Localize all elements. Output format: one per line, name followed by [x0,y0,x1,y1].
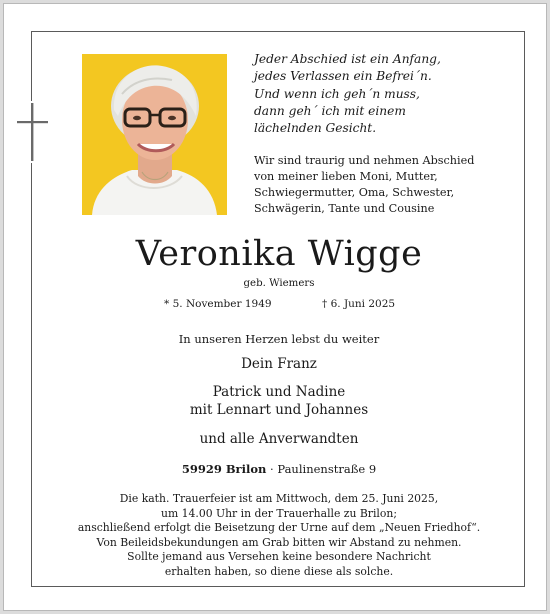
intro-line: Wir sind traurig und nehmen Abschied [254,154,475,167]
address-street: Paulinenstraße 9 [277,462,377,476]
address-separator: · [266,462,278,476]
poem-line: lächelnden Gesicht. [254,121,377,136]
family-signature [4,384,550,419]
poem-line: dann geh´ ich mit einem [254,103,406,118]
poem-line: Jeder Abschied ist ein Anfang, [254,52,441,66]
funeral-line: Die kath. Trauerfeier ist am Mittwoch, dem 25. Juni 2025, [119,492,439,505]
farewell-intro [254,153,514,217]
relatives-signature: und alle Anverwandten [199,431,359,447]
obituary-card [3,3,547,611]
funeral-notice [4,492,550,580]
spouse-signature: Dein Franz [241,356,317,372]
death-date: † 6. Juni 2025 [322,298,396,310]
funeral-line: erhalten haben, so diene diese als solche. [164,564,394,578]
intro-line: Schwägerin, Tante und Cousine [254,202,435,215]
poem-line: jedes Verlassen ein Befrei´n. [254,69,432,84]
poem [254,51,514,137]
intro-line: Schwiegermutter, Oma, Schwester, [254,186,455,199]
birth-name: geb. Wiemers [243,278,315,289]
poem-line: Und wenn ich geh´n muss, [254,86,420,101]
heart-line: In unseren Herzen lebst du weiter [178,332,380,346]
funeral-line: Von Beileidsbekundungen am Grab bitten wir Abstand zu nehmen. [96,535,462,549]
deceased-name: Veronika Wigge [135,234,423,274]
funeral-line: um 14.00 Uhr in der Trauerhalle zu Brilon; [161,506,397,520]
funeral-line: Sollte jemand aus Versehen keine besondere Nachricht [127,550,431,564]
address-city: 59929 Brilon [181,462,267,476]
family-line: mit Lennart und Johannes [189,401,369,418]
intro-line: von meiner lieben Moni, Mutter, [254,170,438,183]
portrait-photo [82,54,227,215]
cross-icon [15,101,50,163]
birth-date: * 5. November 1949 [164,298,272,310]
family-line: Patrick und Nadine [212,384,346,400]
address [4,462,550,476]
funeral-line: anschließend erfolgt die Beisetzung der Urne auf dem „Neuen Friedhof“. [77,521,481,535]
